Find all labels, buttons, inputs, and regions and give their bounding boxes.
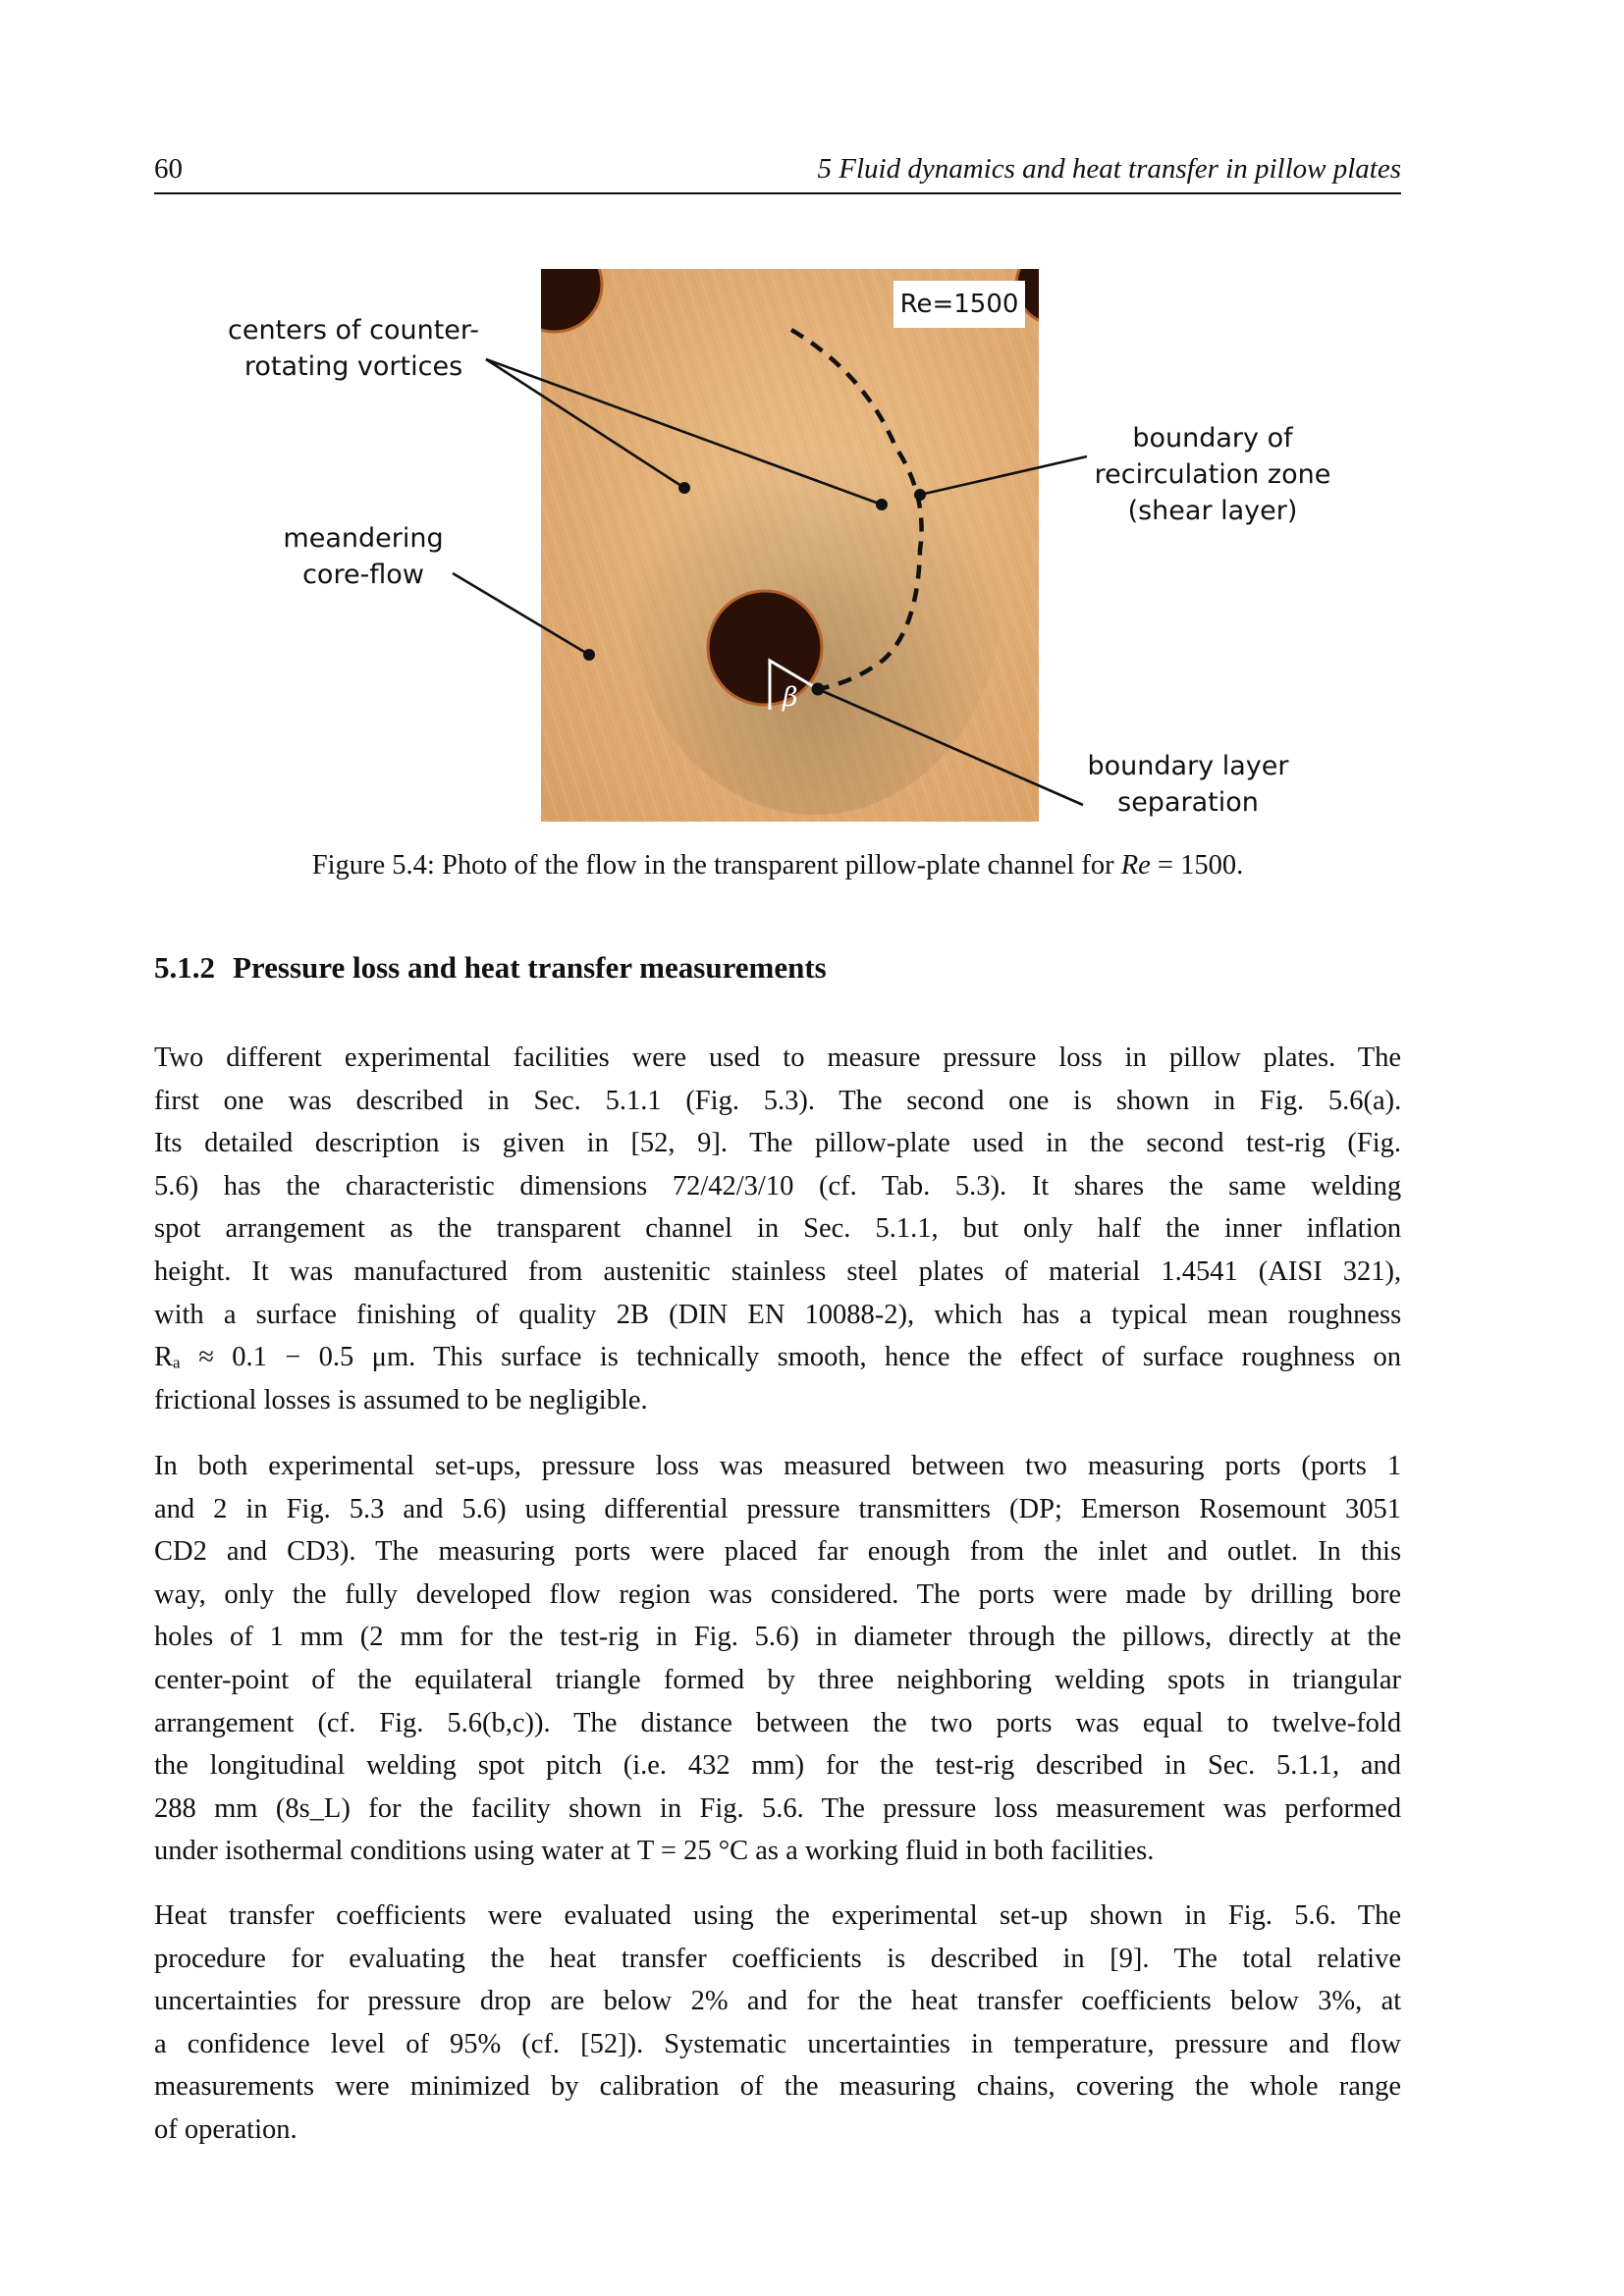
label-line: centers of counter-	[227, 315, 480, 346]
section-heading	[154, 950, 827, 986]
shear-layer-dot	[914, 489, 926, 501]
text-line: 5.6) has the characteristic dimensions 72/42/3/10 (cf. Tab. 5.3). It shares the same welding	[154, 1170, 1402, 1201]
text-line: height. It was manufactured from austenitic stainless steel plates of material 1.4541 (AISI 321),	[154, 1255, 1402, 1287]
text-line: 288 mm (8s_L) for the facility shown in Fig. 5.6. The pressure loss measurement was performed	[154, 1792, 1402, 1824]
welding-spot-top-right	[1016, 245, 1095, 324]
chapter-title: 5 Fluid dynamics and heat transfer in pillow plates	[817, 153, 1401, 185]
text-line: CD2 and CD3). The measuring ports were placed far enough from the inlet and outlet. In this	[154, 1536, 1402, 1568]
text-line: Heat transfer coefficients were evaluated using the experimental set-up shown in Fig. 5.6. The	[154, 1900, 1401, 1931]
label-line: rotating vortices	[244, 351, 463, 382]
text-line: the longitudinal welding spot pitch (i.e. 432 mm) for the test-rig described in Sec. 5.1.1, and	[154, 1750, 1402, 1782]
vortex-center-right-dot	[876, 499, 888, 510]
text-line: way, only the fully developed flow region was considered. The ports were made by drilling bore	[154, 1578, 1401, 1610]
vortex-center-left-dot	[678, 482, 690, 494]
label-meandering-core-flow	[275, 520, 452, 593]
page-number: 60	[154, 153, 183, 185]
text-line: first one was described in Sec. 5.1.1 (Fig. 5.3). The second one is shown in Fig. 5.6(a).	[154, 1085, 1402, 1116]
text-line: spot arrangement as the transparent channel in Sec. 5.1.1, but only half the inner inflation	[154, 1213, 1402, 1245]
label-line: recirculation zone	[1094, 459, 1331, 490]
label-line: core-flow	[302, 560, 424, 590]
label-vortex-centers	[226, 312, 481, 385]
paragraph-3	[154, 1895, 1401, 2152]
welding-spot-main	[708, 591, 822, 705]
label-line: boundary of	[1132, 423, 1293, 454]
text-line: measurements were minimized by calibration of the measuring chains, covering the whole range	[154, 2071, 1402, 2103]
text-line: center-point of the equilateral triangle formed by three neighboring welding spots in triangular	[154, 1664, 1401, 1695]
core-flow-dot	[583, 649, 595, 661]
text-line: a confidence level of 95% (cf. [52]). Systematic uncertainties in temperature, pressure and flow	[154, 2028, 1401, 2059]
text-line: of operation.	[154, 2113, 298, 2145]
caption-text: Figure 5.4: Photo of the flow in the transparent pillow-plate channel for	[311, 850, 1121, 881]
caption-math: Re	[1120, 850, 1151, 881]
text-line: uncertainties for pressure drop are below 2% and for the heat transfer coefficients below 3%, at	[154, 1986, 1402, 2017]
flow-photo-figure	[0, 0, 1624, 844]
label-line: meandering	[283, 523, 444, 554]
text-line: holes of 1 mm (2 mm for the test-rig in Fig. 5.6) in diameter through the pillows, directly at the	[154, 1622, 1402, 1653]
figure-caption	[154, 850, 1401, 881]
caption-suffix: = 1500.	[1150, 850, 1244, 881]
label-boundary-layer-separation	[1080, 748, 1296, 821]
section-title: Pressure loss and heat transfer measurements	[233, 950, 827, 985]
beta-symbol: β	[783, 682, 798, 713]
reynolds-number-box: Re=1500	[893, 281, 1025, 328]
paragraph-1	[154, 1037, 1401, 1421]
label-line: (shear layer)	[1127, 496, 1298, 526]
text-line: Its detailed description is given in [52, 9]. The pillow-plate used in the second test-rig (Fig.	[154, 1128, 1402, 1159]
text-line: with a surface finishing of quality 2B (DIN EN 10088-2), which has a typical mean roughness	[154, 1299, 1402, 1330]
text-line: and 2 in Fig. 5.3 and 5.6) using differential pressure transmitters (DP; Emerson Rosemount 3051	[154, 1493, 1402, 1524]
label-line: boundary layer	[1087, 751, 1289, 781]
text-line: In both experimental set-ups, pressure loss was measured between two measuring ports (ports 1	[154, 1451, 1402, 1481]
text-line: Two different experimental facilities were used to measure pressure loss in pillow plates. The	[154, 1042, 1402, 1073]
paragraph-2	[154, 1445, 1401, 1873]
text-line: frictional losses is assumed to be negligible.	[154, 1384, 648, 1415]
label-recirculation-boundary	[1090, 420, 1335, 529]
section-number: 5.1.2	[154, 950, 215, 985]
separation-point-dot	[812, 683, 825, 696]
label-line: separation	[1117, 787, 1259, 818]
recirculation-wake	[628, 383, 1001, 815]
figure-5-4	[0, 0, 1624, 844]
text-line: arrangement (cf. Fig. 5.6(b,c)). The distance between the two ports was equal to twelve-fold	[154, 1707, 1402, 1738]
welding-spot-top-left	[508, 238, 602, 332]
text-line: Rₐ ≈ 0.1 − 0.5 μm. This surface is technically smooth, hence the effect of surface roughness on	[154, 1342, 1402, 1373]
text-line: under isothermal conditions using water at T = 25 °C as a working fluid in both facilities.	[154, 1836, 1155, 1867]
text-line: procedure for evaluating the heat transfer coefficients is described in [9]. The total relative	[154, 1943, 1401, 1974]
